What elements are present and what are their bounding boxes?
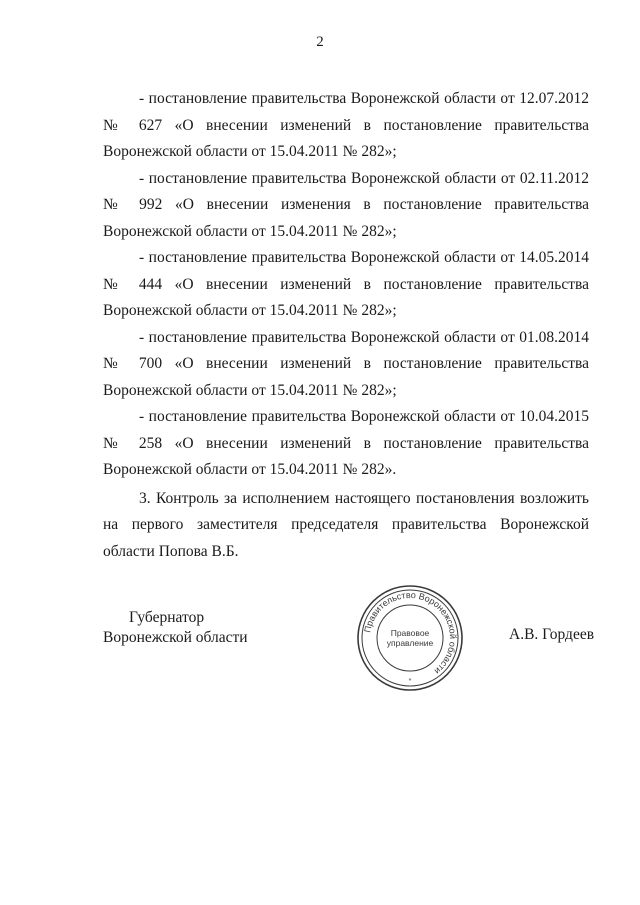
paragraph-text: - постановление правительства Воронежской области от 12.07.2012 № 627 «О внесении изменений в постановление правительства Воронежской области от 15.04.2011 № 282»; (103, 90, 589, 160)
list-item-resolution (103, 325, 589, 405)
list-item-resolution (103, 404, 589, 484)
paragraph-text: - постановление правительства Воронежской области от 01.08.2014 № 700 «О внесении изменений в постановление правительства Воронежской области от 15.04.2011 № 282»; (103, 328, 589, 399)
signatory-name: А.В. Гордеев (509, 626, 595, 643)
list-item-resolution (103, 86, 589, 166)
signatory-title (103, 608, 248, 648)
document-body (103, 86, 589, 565)
page-number: 2 (316, 34, 324, 50)
paragraph-text: - постановление правительства Воронежской области от 10.04.2015 № 258 «О внесении изменений в постановление правительства Воронежской области от 15.04.2011 № 282». (103, 408, 589, 478)
official-stamp (355, 583, 465, 693)
stamp-center-text-line1: Правовое (390, 628, 430, 638)
signatory-title-line1: Губернатор (129, 609, 205, 626)
paragraph-text: - постановление правительства Воронежской области от 14.05.2014 № 444 «О внесении изменений в постановление правительства Воронежской области от 15.04.2011 № 282»; (103, 249, 589, 319)
stamp-center-text-line2: управление (386, 638, 434, 648)
signatory-title-line2: Воронежской области (103, 629, 248, 646)
list-item-resolution (103, 166, 589, 246)
stamp-ring-text: Правительство Воронежской области (362, 589, 459, 677)
list-item-resolution (103, 245, 589, 325)
paragraph-text: - постановление правительства Воронежской области от 02.11.2012 № 992 «О внесении изменения в постановление правительства Воронежской области от 15.04.2011 № 282»; (103, 169, 589, 240)
paragraph-text: 3. Контроль за исполнением настоящего постановления возложить на первого заместителя председателя правительства Воронежской области Попова В.Б. (103, 489, 589, 560)
stamp-star-icon: * (408, 678, 412, 685)
control-clause (103, 486, 589, 566)
